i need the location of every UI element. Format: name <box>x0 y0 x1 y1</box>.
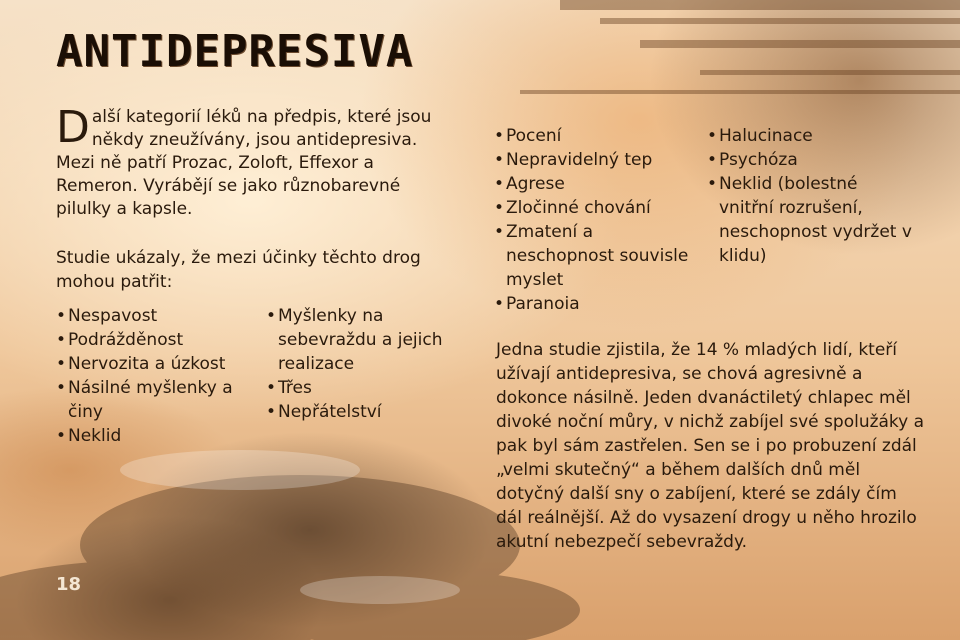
list-item: • Neklid <box>56 424 256 448</box>
list-item: • Nervozita a úzkost <box>56 352 256 376</box>
list-item: • Třes <box>266 376 466 400</box>
list-item: • Psychóza <box>707 148 917 172</box>
list-item: • Podrážděnost <box>56 328 256 352</box>
list-item: • Nespavost <box>56 304 256 328</box>
intro-text: alší kategorií léků na předpis, které jsou někdy zneužívány, jsou antidepresiva. Mezi ně patří Prozac, Zoloft, Effexor a Remeron. Vyrábějí se jako různobarevné pilulky a kapsle. <box>56 107 432 219</box>
effects-list-col4 <box>707 124 917 268</box>
intro-paragraph <box>56 102 456 221</box>
list-item: • Nepřátelství <box>266 400 466 424</box>
studie-paragraph: Studie ukázaly, že mezi účinky těchto drog mohou patřit: <box>56 248 421 292</box>
list-item: • Paranoia <box>494 292 694 316</box>
list-item: • Zmatení a neschopnost souvisle myslet <box>494 220 694 292</box>
list-item: • Zločinné chování <box>494 196 694 220</box>
list-item: • Myšlenky na sebevraždu a jejich realizace <box>266 304 466 376</box>
list-item: • Nepravidelný tep <box>494 148 694 172</box>
study-story-paragraph: Jedna studie zjistila, že 14 % mladých lidí, kteří užívají antidepresiva, se chová agresivně a dokonce násilně. Jeden dvanáctiletý chlapec měl divoké noční můry, v nichž zabíjel své spolužáky a pak byl sám zastřelen. Sen se i po probuzení zdál „velmi skutečný“ a během dalších dnů měl dotyčný další sny o zabíjení, které se zdály čím dál reálnější. Až do vysazení drogy u něho hrozilo akutní nebezpečí sebevraždy. <box>496 340 925 552</box>
list-item: • Agrese <box>494 172 694 196</box>
list-item: • Halucinace <box>707 124 917 148</box>
list-item: • Pocení <box>494 124 694 148</box>
drop-cap: D <box>56 102 90 153</box>
list-item: • Neklid (bolestné vnitřní rozrušení, neschopnost vydržet v klidu) <box>707 172 917 268</box>
effects-list-col1 <box>56 304 256 448</box>
list-item: • Násilné myšlenky a činy <box>56 376 256 424</box>
page-number: 18 <box>56 574 82 595</box>
page-title: ANTIDEPRESIVA <box>56 26 414 77</box>
effects-list-col2 <box>266 304 466 424</box>
effects-list-col3 <box>494 124 694 316</box>
